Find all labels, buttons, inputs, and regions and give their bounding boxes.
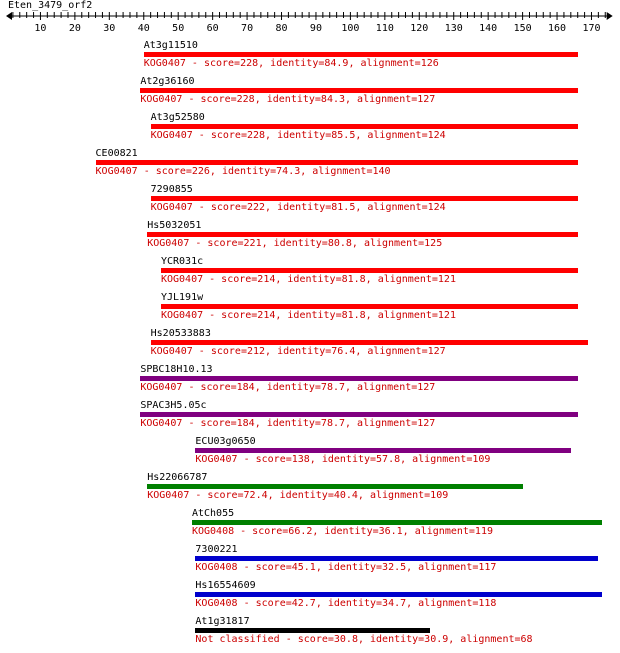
hit-description: KOG0407 - score=221, identity=80.8, alignment=125 [147,238,443,249]
hit-bar[interactable] [147,484,522,489]
hit-description: KOG0407 - score=222, identity=81.5, alignment=124 [150,202,446,213]
hit-description: KOG0408 - score=45.1, identity=32.5, alignment=117 [195,562,497,573]
axis-tick-label: 140 [479,23,498,34]
hit-name[interactable]: Hs5032051 [147,220,202,231]
hit-description: KOG0408 - score=42.7, identity=34.7, alignment=118 [195,598,497,609]
hit-name[interactable]: 7300221 [195,544,238,555]
hit-bar[interactable] [96,160,578,165]
hit-bar[interactable] [140,88,577,93]
hit-name[interactable]: YCR031c [160,256,204,267]
hit-name[interactable]: At3g11510 [143,40,198,51]
hit-bar[interactable] [140,412,577,417]
hit-name[interactable]: Hs20533883 [150,328,211,339]
hit-description: KOG0407 - score=72.4, identity=40.4, alignment=109 [147,490,449,501]
query-name: Eten_3479_orf2 [8,0,93,11]
axis-tick-label: 160 [548,23,567,34]
axis-tick-label: 20 [68,23,81,34]
hit-description: KOG0407 - score=214, identity=81.8, alignment=121 [160,310,456,321]
hit-description: KOG0407 - score=214, identity=81.8, alignment=121 [160,274,456,285]
hit-name[interactable]: Hs22066787 [147,472,208,483]
hit-bar[interactable] [195,448,570,453]
hit-description: KOG0407 - score=212, identity=76.4, alignment=127 [150,346,446,357]
hit-bar[interactable] [144,52,578,57]
axis-tick-label: 10 [34,23,47,34]
axis-tick-label: 50 [172,23,185,34]
hit-bar[interactable] [161,268,578,273]
axis-tick-label: 80 [275,23,288,34]
axis-tick-label: 40 [137,23,150,34]
hit-bar[interactable] [195,556,598,561]
hit-bar[interactable] [151,340,588,345]
axis-arrow-left [6,12,12,20]
hit-description: KOG0407 - score=228, identity=85.5, alignment=124 [150,130,446,141]
axis-tick-label: 60 [206,23,219,34]
hit-description: KOG0407 - score=184, identity=78.7, alignment=127 [140,418,436,429]
axis-tick-label: 110 [375,23,394,34]
axis-tick-label: 150 [513,23,532,34]
hit-description: KOG0407 - score=228, identity=84.3, alignment=127 [140,94,436,105]
hit-name[interactable]: At3g52580 [150,112,205,123]
hit-description: KOG0407 - score=228, identity=84.9, alignment=126 [143,58,439,69]
axis-arrow-right [607,12,613,20]
hit-name[interactable]: AtCh055 [191,508,235,519]
hit-bar[interactable] [140,376,577,381]
axis-tick-label: 170 [582,23,601,34]
hit-bar[interactable] [195,628,429,633]
hit-description: KOG0407 - score=138, identity=57.8, alignment=109 [195,454,491,465]
hit-name[interactable]: ECU03g0650 [195,436,256,447]
axis-tick-label: 70 [241,23,254,34]
hit-name[interactable]: SPAC3H5.05c [140,400,207,411]
hit-description: KOG0407 - score=226, identity=74.3, alignment=140 [95,166,391,177]
axis-tick-label: 130 [444,23,463,34]
hit-name[interactable]: YJL191w [160,292,204,303]
hit-bar[interactable] [192,520,602,525]
hit-description: Not classified - score=30.8, identity=30.9, alignment=68 [195,634,533,645]
hit-description: KOG0407 - score=184, identity=78.7, alignment=127 [140,382,436,393]
hit-name[interactable]: At2g36160 [140,76,195,87]
hit-bar[interactable] [161,304,578,309]
hit-bar[interactable] [195,592,601,597]
hit-description: KOG0408 - score=66.2, identity=36.1, alignment=119 [191,526,493,537]
axis-tick-label: 90 [309,23,322,34]
hit-name[interactable]: SPBC18H10.13 [140,364,213,375]
axis-tick-label: 100 [341,23,360,34]
hit-name[interactable]: CE00821 [95,148,138,159]
axis-tick-label: 120 [410,23,429,34]
hit-bar[interactable] [151,196,578,201]
hit-name[interactable]: 7290855 [150,184,193,195]
hit-bar[interactable] [151,124,578,129]
hit-name[interactable]: Hs16554609 [195,580,256,591]
axis-ruler [0,0,620,34]
axis-tick-label: 30 [103,23,116,34]
hit-name[interactable]: At1g31817 [195,616,250,627]
hit-bar[interactable] [147,232,578,237]
